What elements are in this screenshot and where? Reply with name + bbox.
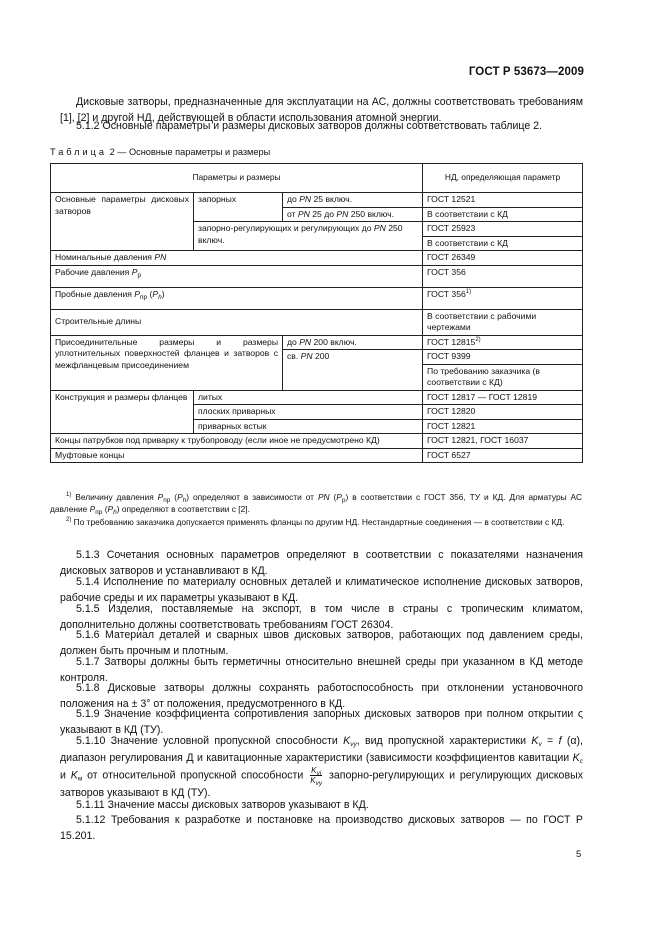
table-row <box>51 448 583 463</box>
table-row <box>51 265 583 287</box>
row-working-pressure: Рабочие давления $P_р$ <box>51 265 423 287</box>
nd-cell: ГОСТ 12821, ГОСТ 16037 <box>423 434 583 449</box>
clause-text: 5.1.6 Материал деталей и сварных швов дисковых затворов, работающих под давлением среды, должен быть прочным и плотным. <box>60 629 583 657</box>
col-header-nd: НД, определяющая параметр <box>423 164 583 193</box>
footnote-2: $^{2)}$ По требованию заказчика допускается применять фланцы по другим НД. Нестандартные соединения — в соответствии с КД. <box>66 517 565 527</box>
clause-5-1-10: 5.1.10 Значение условной пропускной способности $K_{vy}$, вид пропускной характеристики $K_v = f$ (α), диапазон регулирования Д и кавитационные характеристики (зависимости коэффициентов кавитации $K_c$ и $K_м$ от относительной пропускной способности $\frac{K_{vi}}{K_{vy}}$ запорно-регулирующих и регулирующих дисковых затворов указывают в КД (ТУ). <box>60 735 583 799</box>
row-nominal-pressure: Номинальные давления PN <box>51 251 423 266</box>
clause-text: 5.1.3 Сочетания основных параметров определяют в соответствии с показателями назначения дисковых затворов и устанавливают в КД. <box>60 549 583 577</box>
table-row <box>51 251 583 266</box>
row-flange-flat: плоских приварных <box>194 405 423 420</box>
nd-cell: ГОСТ 356 <box>423 265 583 287</box>
table-row <box>51 335 583 350</box>
row-main-params-label: Основные параметры дисковых затворов <box>51 193 194 251</box>
table-caption <box>50 147 270 157</box>
table-row <box>51 287 583 309</box>
nd-cell <box>423 335 583 350</box>
nd-cell: ГОСТ 26349 <box>423 251 583 266</box>
nd-cell: ГОСТ 6527 <box>423 448 583 463</box>
row-connection-pn200: до PN 200 включ. <box>283 335 423 350</box>
row-construction-lengths: Строительные длины <box>51 309 423 335</box>
row-weld-ends: Концы патрубков под приварку к трубопроводу (если иное не предусмотрено КД) <box>51 434 423 449</box>
clause-text: 5.1.5 Изделия, поставляемые на экспорт, в том числе в страны с тропическим климатом, дополнительно должны соответствовать требованиям ГОСТ 26304. <box>60 603 583 631</box>
row-shutoff-label: запорных <box>194 193 283 222</box>
row-flange-butt: приварных встык <box>194 419 423 434</box>
nd-cell: ГОСТ 12820 <box>423 405 583 420</box>
nd-text: ГОСТ 12815 <box>427 336 476 347</box>
clause-text: 5.1.7 Затворы должны быть герметичны относительно внешней среды при указанном в КД методе контроля. <box>60 656 583 684</box>
row-flange-cast: литых <box>194 390 423 405</box>
clause-5-1-2 <box>60 119 583 135</box>
clause-text: 5.1.11 Значение массы дисковых затворов указывают в КД. <box>76 799 369 811</box>
intro-paragraph: Дисковые затворы, предназначенные для эксплуатации на АС, должны соответствовать требованиям [1], [2] и другой НД, действующей в области использования атомной энергии. <box>60 96 583 124</box>
footnote-1: $^{1)}$ Величину давления $P_{пр}$ $(P_h)$ определяют в зависимости от PN $(P_р)$ в соответствии с ГОСТ 356, ТУ и КД. Для арматуры АС давление $P_{пр}$ $(P_h)$ определяют в соответствии с [2]. <box>50 492 582 516</box>
row-coupling-ends: Муфтовые концы <box>51 448 423 463</box>
row-regulating-label: запорно-регулирующих и регулирующих до PN 250 включ. <box>194 222 423 251</box>
nd-text: ГОСТ 356 <box>427 288 466 299</box>
row-connection-label: Присоединительные размеры и размеры уплотнительных поверхностей фланцев и затворов с межфланцевым присоединением <box>51 335 283 390</box>
clause-5-1-12 <box>60 813 583 844</box>
nd-cell: ГОСТ 9399 <box>423 350 583 365</box>
parameters-table <box>50 163 583 463</box>
nd-cell: В соответствии с КД <box>423 207 583 222</box>
document-header: ГОСТ Р 53673—2009 <box>468 66 584 78</box>
clause-5-1-2-text: 5.1.2 Основные параметры и размеры дисковых затворов должны соответствовать таблице 2. <box>76 120 542 132</box>
page-number: 5 <box>576 849 582 860</box>
row-test-pressure: Пробные давления $P_{пр}$ $(P_h)$ <box>51 287 423 309</box>
row-shutoff-pn25: до PN 25 включ. <box>283 193 423 208</box>
footnote-ref: 1) <box>465 288 472 295</box>
ratio-fraction: $\frac{K_{vi}}{K_{vy}}$ <box>310 766 323 787</box>
clause-5-1-11 <box>60 798 583 814</box>
clause-text: 5.1.8 Дисковые затворы должны сохранять работоспособность при отклонении установочного положения на ± 3° от положения, предусмотренного в КД. <box>60 682 583 710</box>
table-header-row <box>51 164 583 193</box>
nd-cell: По требованию заказчика (в соответствии с КД) <box>423 364 583 390</box>
table-row <box>51 193 583 208</box>
table-row <box>51 390 583 405</box>
nd-cell: ГОСТ 12817 — ГОСТ 12819 <box>423 390 583 405</box>
row-flange-label: Конструкция и размеры фланцев <box>51 390 194 434</box>
nd-cell: В соответствии с КД <box>423 236 583 251</box>
caption-title: 2 — Основные параметры и размеры <box>109 147 271 157</box>
footnote-ref: 2) <box>475 336 481 343</box>
nd-cell <box>423 287 583 309</box>
caption-word: Таблица <box>50 147 108 157</box>
col-header-params: Параметры и размеры <box>51 164 423 193</box>
nd-cell: В соответствии с рабочими чертежами <box>423 309 583 335</box>
nd-cell: ГОСТ 12821 <box>423 419 583 434</box>
nd-cell: ГОСТ 12521 <box>423 193 583 208</box>
nd-cell: ГОСТ 25923 <box>423 222 583 237</box>
row-connection-over-pn200: св. PN 200 <box>283 350 423 391</box>
clause-text: 5.1.9 Значение коэффициента сопротивления запорных дисковых затворов при полном открытии ς указывают в КД (ТУ). <box>60 708 583 736</box>
table-row <box>51 309 583 335</box>
row-shutoff-pn25-250: от PN 25 до PN 250 включ. <box>283 207 423 222</box>
clause-text: 5.1.12 Требования к разработке и постановке на производство дисковых затворов — по ГОСТ Р 15.201. <box>60 814 583 842</box>
clause-text: 5.1.4 Исполнение по материалу основных деталей и климатическое исполнение дисковых затворов, рабочие среды и их параметры указывают в КД. <box>60 576 583 604</box>
table-row <box>51 434 583 449</box>
